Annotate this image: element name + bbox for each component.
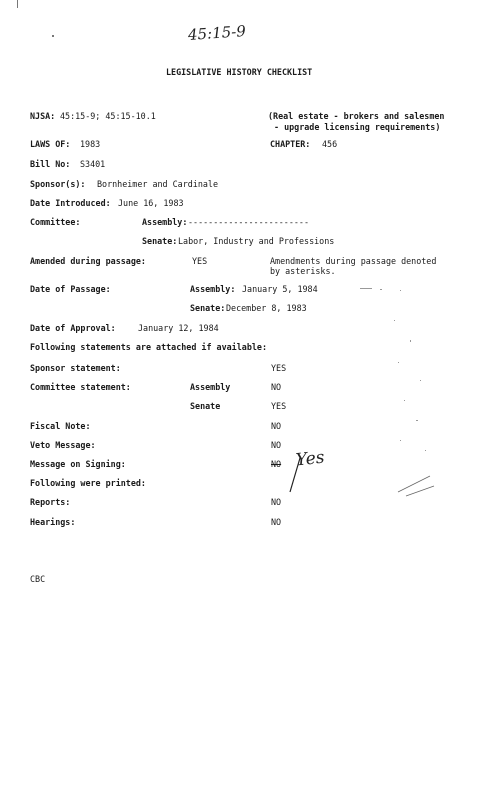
fiscal-note-value: NO <box>271 421 282 431</box>
committee-label: Committee: <box>30 217 81 227</box>
initials: CBC <box>30 574 46 584</box>
chapter-value: 456 <box>322 139 338 149</box>
date-introduced-label: Date Introduced: <box>30 198 111 208</box>
date-of-approval-label: Date of Approval: <box>30 323 116 333</box>
veto-message-label: Veto Message: <box>30 440 96 450</box>
amended-label: Amended during passage: <box>30 256 146 266</box>
message-on-signing-value-struck: NO <box>271 459 282 469</box>
laws-of-value: 1983 <box>80 139 101 149</box>
sponsors-value: Bornheimer and Cardinale <box>97 179 219 189</box>
hearings-value: NO <box>271 517 282 527</box>
subject-line-1: (Real estate - brokers and salesmen <box>268 111 445 121</box>
committee-statement-label: Committee statement: <box>30 382 131 392</box>
message-on-signing-handwritten: Yes <box>294 447 326 471</box>
attached-header: Following statements are attached if available: <box>30 342 267 352</box>
amended-value: YES <box>192 256 208 266</box>
laws-of-label: LAWS OF: <box>30 139 71 149</box>
njsa-value: 45:15-9; 45:15-10.1 <box>60 111 156 121</box>
passage-senate-label: Senate: <box>190 303 226 313</box>
following-printed-label: Following were printed: <box>30 478 146 488</box>
date-introduced-value: June 16, 1983 <box>118 198 184 208</box>
committee-statement-senate-label: Senate <box>190 401 221 411</box>
date-of-approval-value: January 12, 1984 <box>138 323 219 333</box>
njsa-label: NJSA: <box>30 111 56 121</box>
date-of-passage-label: Date of Passage: <box>30 284 111 294</box>
passage-assembly-value: January 5, 1984 <box>242 284 318 294</box>
sponsors-label: Sponsor(s): <box>30 179 86 189</box>
scan-mark <box>17 0 18 8</box>
hearings-label: Hearings: <box>30 517 76 527</box>
committee-statement-senate-value: YES <box>271 401 287 411</box>
page-title: LEGISLATIVE HISTORY CHECKLIST <box>166 67 313 77</box>
bill-no-label: Bill No: <box>30 159 71 169</box>
scan-noise <box>350 280 440 510</box>
committee-assembly-label: Assembly: <box>142 217 188 227</box>
message-on-signing-label: Message on Signing: <box>30 459 126 469</box>
committee-statement-assembly-label: Assembly <box>190 382 231 392</box>
committee-assembly-value: ------------------------ <box>188 217 310 227</box>
passage-senate-value: December 8, 1983 <box>226 303 307 313</box>
bill-no-value: S3401 <box>80 159 106 169</box>
veto-message-value: NO <box>271 440 282 450</box>
handwritten-statute-number: 45:15-9 <box>187 22 247 44</box>
sponsor-statement-value: YES <box>271 363 287 373</box>
handwritten-stroke <box>284 456 304 496</box>
committee-senate-label: Senate: <box>142 236 178 246</box>
passage-assembly-label: Assembly: <box>190 284 236 294</box>
amended-note-line-1: Amendments during passage denoted <box>270 256 437 266</box>
fiscal-note-label: Fiscal Note: <box>30 421 91 431</box>
reports-label: Reports: <box>30 497 71 507</box>
reports-value: NO <box>271 497 282 507</box>
sponsor-statement-label: Sponsor statement: <box>30 363 121 373</box>
committee-senate-value: Labor, Industry and Professions <box>178 236 335 246</box>
committee-statement-assembly-value: NO <box>271 382 282 392</box>
subject-line-2: - upgrade licensing requirements) <box>274 122 441 132</box>
scan-speck <box>52 35 54 37</box>
chapter-label: CHAPTER: <box>270 139 311 149</box>
amended-note-line-2: by asterisks. <box>270 266 336 276</box>
